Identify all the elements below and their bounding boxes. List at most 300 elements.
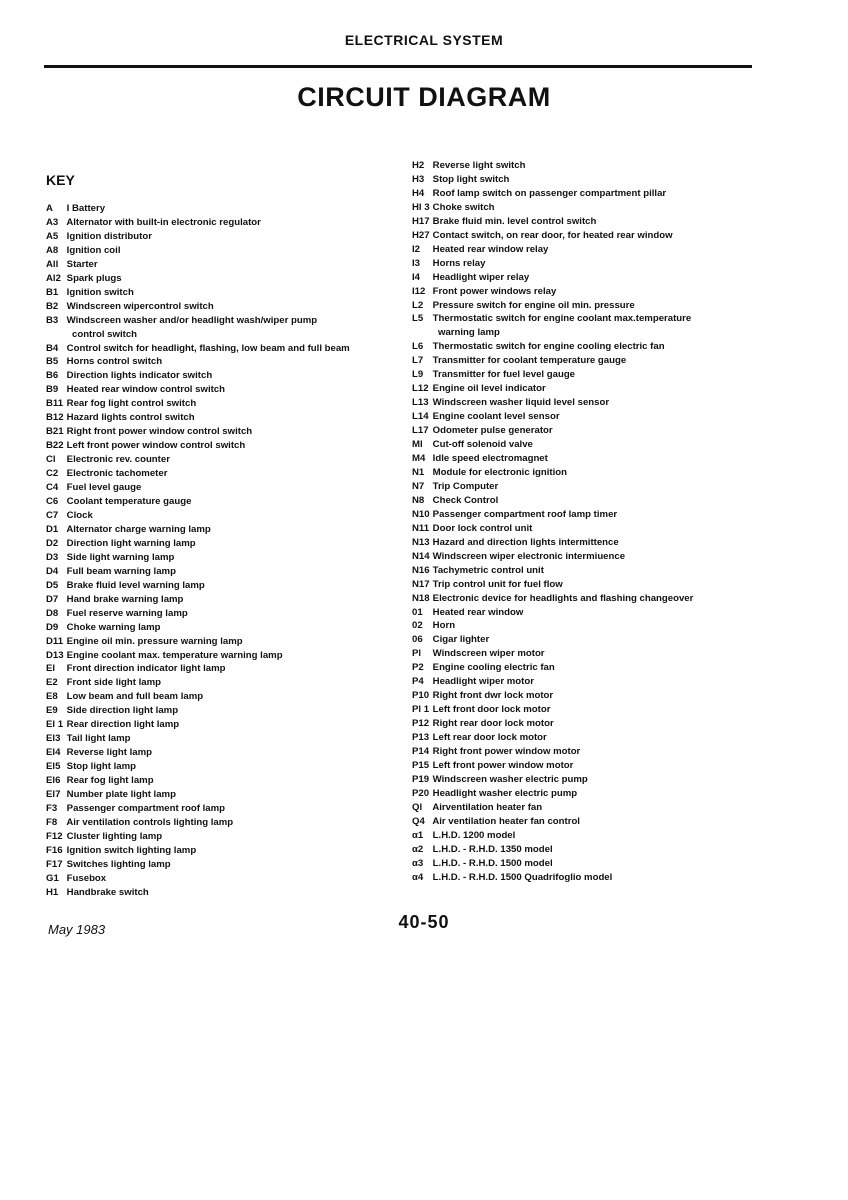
page-title: CIRCUIT DIAGRAM — [297, 82, 551, 112]
key-entry — [46, 704, 406, 718]
key-entry — [412, 843, 757, 857]
key-code: H17 — [412, 215, 430, 227]
key-code: El — [46, 663, 56, 675]
key-description: Engine cooling electric fan — [432, 662, 555, 674]
key-entry — [46, 369, 406, 383]
key-entry — [412, 271, 757, 285]
key-entry — [412, 438, 757, 452]
key-description: Windscreen washer and/or headlight wash/wiper pump — [66, 314, 318, 326]
key-description: Brake fluid min. level control switch — [432, 215, 597, 227]
key-heading: KEY — [46, 172, 75, 188]
key-code: α4 — [412, 871, 424, 883]
key-entry — [412, 773, 757, 787]
key-description: Engine coolant max. temperature warning lamp — [66, 649, 283, 661]
key-code: P20 — [412, 787, 430, 799]
key-code: N1 — [412, 466, 425, 478]
key-code: El7 — [46, 789, 61, 801]
key-description: Heated rear window control switch — [66, 384, 225, 396]
key-code: I12 — [412, 285, 426, 297]
key-description: warning lamp — [438, 327, 500, 339]
key-code: D2 — [46, 537, 59, 549]
key-entry — [412, 717, 757, 731]
key-code: 06 — [412, 634, 423, 646]
key-description: Idle speed electromagnet — [432, 453, 548, 465]
key-code: L5 — [412, 313, 424, 325]
key-description: Right front power window control switch — [66, 426, 253, 438]
key-code: α2 — [412, 843, 424, 855]
key-description: Side direction light lamp — [66, 705, 179, 717]
key-description: L.H.D. - R.H.D. 1500 Quadrifoglio model — [432, 871, 613, 883]
key-code: D3 — [46, 551, 59, 563]
key-entry — [46, 886, 406, 900]
key-code: H4 — [412, 187, 425, 199]
key-entry — [46, 858, 406, 872]
key-description: Ignition coil — [66, 244, 121, 256]
key-description: Odometer pulse generator — [432, 425, 553, 437]
key-description: Trip control unit for fuel flow — [432, 578, 563, 590]
key-description: Hand brake warning lamp — [66, 593, 184, 605]
key-code: L7 — [412, 355, 424, 367]
key-code: D7 — [46, 593, 59, 605]
key-code: B11 — [46, 398, 64, 410]
key-description: Electronic rev. counter — [66, 454, 170, 466]
key-entry — [46, 328, 406, 342]
key-entry — [412, 689, 757, 703]
key-entry — [412, 201, 757, 215]
key-description: Reverse light switch — [432, 160, 526, 171]
key-entry — [46, 383, 406, 397]
key-code: N16 — [412, 564, 430, 576]
key-code: C2 — [46, 468, 59, 480]
key-description: Airventilation heater fan — [432, 801, 543, 813]
key-entry — [412, 675, 757, 689]
key-description: Transmitter for coolant temperature gauge — [432, 355, 627, 367]
key-code: H3 — [412, 173, 425, 185]
key-description: L.H.D. - R.H.D. 1500 model — [432, 857, 553, 869]
key-description: Right front dwr lock motor — [432, 690, 554, 702]
key-entry — [46, 202, 406, 216]
key-code: D1 — [46, 523, 59, 535]
key-description: Cluster lighting lamp — [66, 830, 163, 842]
key-entry — [46, 788, 406, 802]
key-code: I3 — [412, 257, 421, 269]
key-entry — [46, 774, 406, 788]
key-description: Air ventilation controls lighting lamp — [66, 816, 234, 828]
key-description: Right front power window motor — [432, 746, 581, 758]
key-description: Check Control — [432, 494, 499, 506]
key-entry — [46, 844, 406, 858]
key-description: Hazard lights control switch — [66, 412, 195, 424]
key-entry — [46, 286, 406, 300]
key-entry — [46, 300, 406, 314]
key-code: F3 — [46, 802, 58, 814]
key-entry — [46, 425, 406, 439]
key-description: Cut-off solenoid valve — [432, 439, 533, 451]
key-code: I4 — [412, 271, 421, 283]
key-entry — [46, 830, 406, 844]
key-code: L17 — [412, 425, 429, 437]
key-entry — [412, 229, 757, 243]
key-entry — [412, 410, 757, 424]
key-code: D5 — [46, 579, 59, 591]
key-entry — [412, 815, 757, 829]
key-description: Door lock control unit — [432, 522, 533, 534]
key-entry — [412, 522, 757, 536]
key-entry — [46, 676, 406, 690]
key-code: Pl — [412, 648, 422, 660]
key-code: El4 — [46, 747, 61, 759]
key-description: Headlight wiper relay — [432, 271, 530, 283]
key-entry — [412, 257, 757, 271]
key-entry — [46, 551, 406, 565]
key-description: Engine coolant level sensor — [432, 411, 560, 423]
key-entry — [412, 368, 757, 382]
key-description: Contact switch, on rear door, for heated rear window — [432, 229, 673, 241]
key-description: Roof lamp switch on passenger compartment pillar — [432, 187, 667, 199]
key-description: Front side light lamp — [66, 677, 162, 689]
key-entry — [46, 342, 406, 356]
key-description: Choke warning lamp — [66, 621, 161, 633]
key-code: N13 — [412, 536, 430, 548]
key-description: Control switch for headlight, flashing, low beam and full beam — [66, 342, 350, 354]
key-code: B5 — [46, 356, 59, 368]
key-code: P10 — [412, 690, 430, 702]
key-entry — [412, 564, 757, 578]
key-description: Starter — [66, 258, 98, 270]
key-code: N18 — [412, 592, 430, 604]
key-description: Electronic tachometer — [66, 468, 168, 480]
key-code: B6 — [46, 370, 59, 382]
key-code: H1 — [46, 886, 59, 898]
key-entry — [46, 481, 406, 495]
key-entry — [412, 173, 757, 187]
key-description: Brake fluid level warning lamp — [66, 579, 205, 591]
key-code: E2 — [46, 677, 58, 689]
key-code: B2 — [46, 300, 59, 312]
key-description: Stop light lamp — [66, 761, 136, 773]
key-description: Ignition switch lighting lamp — [66, 844, 197, 856]
key-entry — [46, 760, 406, 774]
key-code: A — [46, 203, 53, 214]
key-code: L2 — [412, 299, 424, 311]
key-description: Left rear door lock motor — [432, 732, 547, 744]
key-description: Thermostatic switch for engine cooling electric fan — [432, 341, 665, 353]
key-description: Ignition distributor — [66, 230, 152, 242]
key-code: α3 — [412, 857, 424, 869]
key-description: Headlight washer electric pump — [432, 787, 578, 799]
key-description: Direction light warning lamp — [66, 537, 196, 549]
key-entry — [412, 703, 757, 717]
key-entry — [412, 857, 757, 871]
key-code: F8 — [46, 816, 58, 828]
key-entry — [412, 382, 757, 396]
key-code: A5 — [46, 230, 59, 242]
key-entry — [46, 411, 406, 425]
key-entry — [46, 621, 406, 635]
key-code: L9 — [412, 369, 424, 381]
key-description: Headlight wiper motor — [432, 676, 534, 688]
key-entry — [412, 159, 757, 173]
key-code: P14 — [412, 746, 430, 758]
key-description: Engine oil min. pressure warning lamp — [66, 635, 243, 647]
key-description: Heated rear window — [432, 606, 524, 618]
key-entry — [46, 649, 406, 663]
key-code: C4 — [46, 482, 59, 494]
key-code: P15 — [412, 759, 430, 771]
key-list-left — [46, 202, 406, 900]
key-code: D11 — [46, 635, 64, 647]
key-code: E8 — [46, 691, 58, 703]
key-entry — [46, 746, 406, 760]
key-description: Stop light switch — [432, 173, 510, 185]
key-entry — [412, 787, 757, 801]
key-entry — [412, 285, 757, 299]
key-description: Right rear door lock motor — [432, 718, 554, 730]
key-code: Cl — [46, 454, 56, 466]
key-code: P4 — [412, 676, 424, 688]
key-entry — [412, 354, 757, 368]
key-code: P12 — [412, 718, 430, 730]
key-entry — [412, 340, 757, 354]
key-code: A3 — [46, 216, 59, 228]
key-code: N14 — [412, 550, 430, 562]
key-code: D9 — [46, 621, 59, 633]
key-entry — [46, 579, 406, 593]
key-code: B4 — [46, 342, 59, 354]
key-entry — [412, 424, 757, 438]
key-description: Fuel level gauge — [66, 482, 142, 494]
key-entry — [46, 230, 406, 244]
key-code: El5 — [46, 761, 61, 773]
key-description: Transmitter for fuel level gauge — [432, 369, 576, 381]
key-description: Front direction indicator light lamp — [66, 663, 226, 675]
key-entry — [412, 536, 757, 550]
key-code: Ql — [412, 801, 423, 813]
key-code: Hl 3 — [412, 201, 430, 213]
key-description: Side light warning lamp — [66, 551, 175, 563]
key-entry — [412, 243, 757, 257]
key-entry — [412, 619, 757, 633]
key-entry — [46, 258, 406, 272]
key-code: P13 — [412, 732, 430, 744]
key-code: N7 — [412, 480, 425, 492]
key-code: El 1 — [46, 719, 64, 731]
key-description: Windscreen wipercontrol switch — [66, 300, 214, 312]
key-entry — [46, 816, 406, 830]
key-code: D4 — [46, 565, 59, 577]
key-entry — [46, 314, 406, 328]
key-description: Number plate light lamp — [66, 789, 176, 801]
key-entry — [412, 396, 757, 410]
key-code: Al2 — [46, 272, 61, 284]
key-description: Ignition switch — [66, 286, 134, 298]
key-description: Direction lights indicator switch — [66, 370, 213, 382]
key-code: H2 — [412, 160, 425, 171]
key-entry — [412, 647, 757, 661]
key-description: Rear direction light lamp — [66, 719, 180, 731]
key-code: N8 — [412, 494, 425, 506]
key-entry — [46, 355, 406, 369]
key-description: Fuel reserve warning lamp — [66, 607, 188, 619]
key-code: P2 — [412, 662, 424, 674]
key-description: L.H.D. 1200 model — [432, 829, 516, 841]
key-code: L14 — [412, 411, 429, 423]
key-entry — [412, 871, 757, 885]
key-description: Alternator with built-in electronic regulator — [66, 216, 261, 228]
key-entry — [46, 467, 406, 481]
key-entry — [412, 606, 757, 620]
key-code: El3 — [46, 733, 61, 745]
key-entry — [46, 607, 406, 621]
key-code: Ml — [412, 439, 423, 451]
key-code: N10 — [412, 508, 430, 520]
key-description: Electronic device for headlights and flashing changeover — [432, 592, 694, 604]
key-entry — [412, 494, 757, 508]
key-code: D13 — [46, 649, 64, 661]
key-code: N17 — [412, 578, 430, 590]
key-entry — [46, 397, 406, 411]
key-entry — [412, 661, 757, 675]
key-entry — [46, 872, 406, 886]
key-description: Left front power window motor — [432, 759, 574, 771]
key-code: All — [46, 258, 59, 270]
key-entry — [412, 326, 757, 340]
key-code: B22 — [46, 440, 64, 452]
key-entry — [46, 244, 406, 258]
key-description: Windscreen washer liquid level sensor — [432, 397, 610, 409]
key-entry — [412, 452, 757, 466]
key-list-right — [412, 159, 757, 885]
key-entry — [46, 593, 406, 607]
key-code: α1 — [412, 829, 424, 841]
key-description: Tail light lamp — [66, 733, 131, 745]
key-description: Windscreen wiper motor — [432, 648, 545, 660]
key-entry — [412, 480, 757, 494]
key-description: Heated rear window relay — [432, 243, 549, 255]
key-code: L12 — [412, 383, 429, 395]
key-description: Coolant temperature gauge — [66, 496, 192, 508]
header-rule — [44, 65, 752, 68]
key-code: B12 — [46, 412, 64, 424]
key-entry — [412, 550, 757, 564]
key-description: Clock — [66, 509, 93, 521]
key-code: B9 — [46, 384, 59, 396]
key-description: Rear fog light lamp — [66, 775, 154, 787]
key-code: E9 — [46, 705, 58, 717]
key-code: C6 — [46, 496, 59, 508]
key-entry — [412, 578, 757, 592]
key-entry — [412, 466, 757, 480]
key-description: Reverse light lamp — [66, 747, 152, 759]
key-entry — [46, 565, 406, 579]
key-code: 02 — [412, 620, 423, 632]
key-entry — [46, 537, 406, 551]
key-description: Pressure switch for engine oil min. pressure — [432, 299, 635, 311]
key-code: B1 — [46, 286, 59, 298]
key-description: Handbrake switch — [66, 886, 149, 898]
key-description: Module for electronic ignition — [432, 466, 567, 478]
key-entry — [46, 802, 406, 816]
key-description: Left front power window control switch — [66, 440, 246, 452]
key-description: control switch — [72, 328, 138, 340]
key-code: El6 — [46, 775, 61, 787]
key-entry — [412, 508, 757, 522]
key-description: Full beam warning lamp — [66, 565, 176, 577]
key-entry — [412, 745, 757, 759]
key-code: B3 — [46, 314, 59, 326]
key-entry — [46, 662, 406, 676]
key-entry — [412, 592, 757, 606]
key-entry — [412, 731, 757, 745]
page-number: 40-50 — [398, 912, 450, 932]
key-description: Horns control switch — [66, 356, 163, 368]
key-entry — [46, 523, 406, 537]
key-description: Passenger compartment roof lamp — [66, 802, 226, 814]
key-code: Pl 1 — [412, 704, 430, 716]
key-code: D8 — [46, 607, 59, 619]
key-entry — [46, 272, 406, 286]
key-entry — [412, 312, 757, 326]
key-entry — [412, 801, 757, 815]
key-description: Spark plugs — [66, 272, 122, 284]
key-description: Fusebox — [66, 872, 107, 884]
section-header: ELECTRICAL SYSTEM — [344, 32, 504, 48]
key-code: N11 — [412, 522, 430, 534]
key-description: Cigar lighter — [432, 634, 490, 646]
key-code: B21 — [46, 426, 64, 438]
key-description: Horns relay — [432, 257, 486, 269]
key-entry — [46, 718, 406, 732]
key-description: Windscreen washer electric pump — [432, 773, 588, 785]
key-entry — [46, 635, 406, 649]
key-description: Tachymetric control unit — [432, 564, 544, 576]
key-code: F12 — [46, 830, 63, 842]
key-code: A8 — [46, 244, 59, 256]
key-entry — [46, 216, 406, 230]
key-code: L6 — [412, 341, 424, 353]
key-code: P19 — [412, 773, 430, 785]
key-description: Hazard and direction lights intermittence — [432, 536, 619, 548]
key-description: Switches lighting lamp — [66, 858, 171, 870]
key-entry — [46, 690, 406, 704]
key-entry — [46, 509, 406, 523]
key-entry — [412, 829, 757, 843]
key-code: I2 — [412, 243, 421, 255]
key-entry — [412, 299, 757, 313]
key-description: Low beam and full beam lamp — [66, 691, 204, 703]
key-entry — [46, 439, 406, 453]
key-description: Engine oil level indicator — [432, 383, 546, 395]
key-description: Choke switch — [432, 201, 495, 213]
key-code: G1 — [46, 872, 59, 884]
key-description: Thermostatic switch for engine coolant max.temperature — [432, 313, 692, 325]
key-description: Passenger compartment roof lamp timer — [432, 508, 618, 520]
key-entry — [46, 495, 406, 509]
key-entry — [46, 453, 406, 467]
key-description: Air ventilation heater fan control — [432, 815, 580, 827]
key-code: 01 — [412, 606, 423, 618]
key-description: Windscreen wiper electronic intermiuence — [432, 550, 626, 562]
key-code: L13 — [412, 397, 429, 409]
key-code: C7 — [46, 509, 59, 521]
key-description: Rear fog light control switch — [66, 398, 197, 410]
key-description: L.H.D. - R.H.D. 1350 model — [432, 843, 553, 855]
key-code: F17 — [46, 858, 63, 870]
key-code: F16 — [46, 844, 63, 856]
key-entry — [412, 215, 757, 229]
key-code: Q4 — [412, 815, 425, 827]
key-entry — [412, 759, 757, 773]
